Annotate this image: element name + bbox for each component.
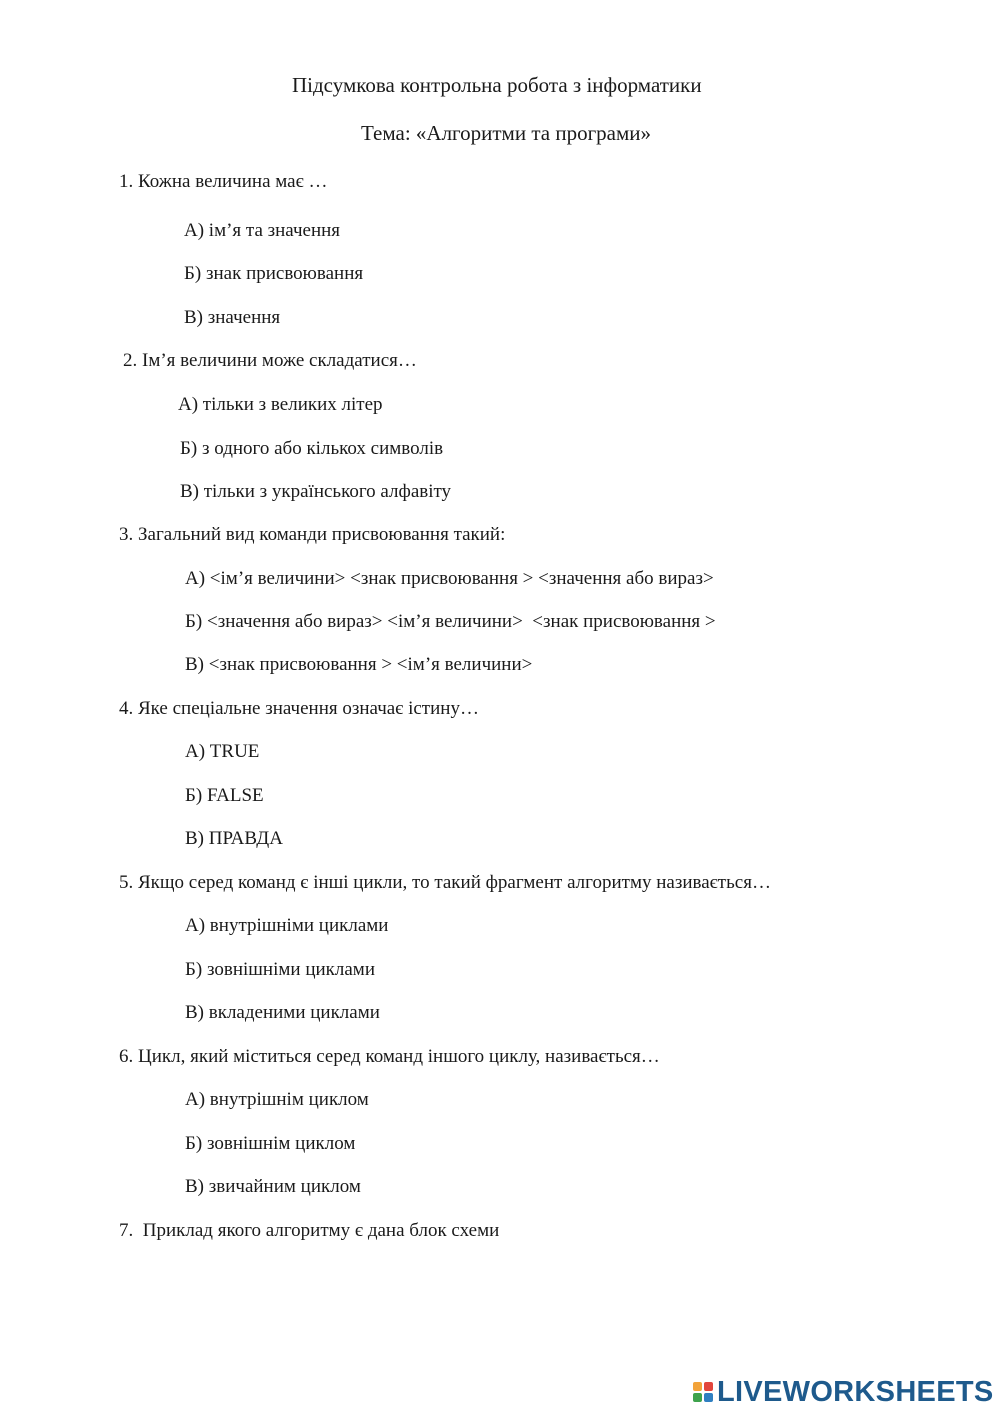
answer-option[interactable]: А) внутрішніми циклами xyxy=(185,915,389,936)
answer-option[interactable]: А) ім’я та значення xyxy=(184,220,341,241)
answer-option[interactable]: А) внутрішнім циклом xyxy=(185,1089,369,1110)
question-7: 7. Приклад якого алгоритму є дана блок схеми xyxy=(119,1220,500,1241)
answer-option[interactable]: А) тільки з великих літер xyxy=(178,394,383,415)
question-3: 3. Загальний вид команди присвоювання такий: xyxy=(119,524,506,545)
answer-option[interactable]: В) <знак присвоювання > <ім’я величини> xyxy=(185,654,533,675)
logo-square-orange xyxy=(693,1382,702,1391)
answer-option[interactable]: Б) зовнішнім циклом xyxy=(185,1133,356,1154)
question-5: 5. Якщо серед команд є інші цикли, то такий фрагмент алгоритму називається… xyxy=(119,872,771,893)
answer-option[interactable]: В) звичайним циклом xyxy=(185,1176,361,1197)
logo-square-red xyxy=(704,1382,713,1391)
answer-option[interactable]: В) значення xyxy=(184,307,281,328)
logo-square-green xyxy=(693,1393,702,1402)
answer-option[interactable]: В) тільки з українського алфавіту xyxy=(180,481,452,502)
liveworksheets-logo[interactable] xyxy=(693,1375,994,1409)
page-title: Підсумкова контрольна робота з інформатики xyxy=(292,73,702,97)
answer-option[interactable]: А) TRUE xyxy=(185,741,260,762)
logo-text: LIVEWORKSHEETS xyxy=(717,1376,994,1408)
answer-option[interactable]: Б) знак присвоювання xyxy=(184,263,364,284)
answer-option[interactable]: Б) FALSE xyxy=(185,785,264,806)
logo-square-blue xyxy=(704,1393,713,1402)
question-6: 6. Цикл, який міститься серед команд іншого циклу, називається… xyxy=(119,1046,660,1067)
answer-option[interactable]: Б) зовнішніми циклами xyxy=(185,959,375,980)
answer-option[interactable]: В) ПРАВДА xyxy=(185,828,283,849)
logo-mark-icon xyxy=(693,1382,713,1402)
answer-option[interactable]: В) вкладеними циклами xyxy=(185,1002,380,1023)
answer-option[interactable]: Б) <значення або вираз> <ім’я величини> <знак присвоювання > xyxy=(185,611,716,632)
page-subtitle: Тема: «Алгоритми та програми» xyxy=(361,121,652,145)
question-1: 1. Кожна величина має … xyxy=(119,171,328,192)
answer-option[interactable]: Б) з одного або кількох символів xyxy=(180,438,444,459)
question-4: 4. Яке спеціальне значення означає істину… xyxy=(119,698,479,719)
answer-option[interactable]: А) <ім’я величини> <знак присвоювання > <значення або вираз> xyxy=(185,568,714,589)
question-2: 2. Ім’я величини може складатися… xyxy=(123,350,417,371)
